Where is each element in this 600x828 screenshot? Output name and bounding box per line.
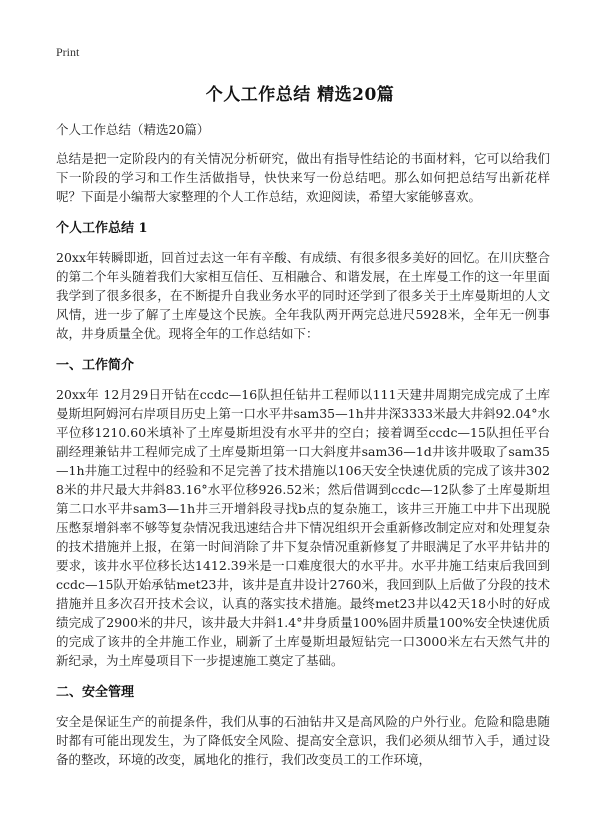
section-heading-work-intro: 一、工作简介 xyxy=(56,358,135,373)
section-heading-safety: 二、安全管理 xyxy=(56,685,135,700)
safety-paragraph: 安全是保证生产的前提条件，我们从事的石油钻井又是高风险的户外行业。危险和隐患随时都有可能出现发生，为了降低安全风险、提高安全意识，我们必须从细节入手，通过设备的整改，环境的改变，属地化的推行，我们改变员工的工作环境， xyxy=(56,714,550,767)
work-intro-paragraph: 20xx年 12月29日开钻在ccdc—16队担任钻井工程师以111天建井周期完成完成了土库曼斯坦阿姆河右岸项目历史上第一口水平井sam35—1h井井深3333米最大井斜92.04°水平位移1210.60米填补了土库曼斯坦没有水平井的空白；接着调至ccdc—15队担任平台副经理兼钻井工程师完成了土库曼斯坦第一口大斜度井sam36—1d井该井吸取了sam35—1h井施工过程中的经验和不足完善了技术措施以106天安全快速优质的完成了该井3028米的井尺最大井斜83.16°水平位移926.52米；然后借调到ccdc—12队参了土库曼斯坦第二口水平井sam3—1h井三开增斜段寻找b点的复杂施工，该井三开施工中井下出现脱压憋泵增斜率不够等复杂情况我迅速结合井下情况组织开会重新修改制定应对和处理复杂的技术措施并上报，在第一时间消除了井下复杂情况重新修复了井眼满足了水平井钻井的要求，该井水平位移长达1412.39米是一口难度很大的水平井。水平井施工结束后我回到ccdc—15队开始承钻met23井，该井是直井设计2760米，我回到队上后做了分段的技术措施并且多次召开技术会议，认真的落实技术措施。最终met23井以42天18小时的好成绩完成了2900米的井尺，该井最大井斜1.4°井身质量100%固井质量100%安全快速优质的完成了该井的全井施工作业，刷新了土库曼斯坦最短钻完一口3000米左右天然气井的新纪录，为土库曼项目下一步提速施工奠定了基础。 xyxy=(56,387,550,668)
article-subtitle: 个人工作总结（精选20篇） xyxy=(56,122,210,137)
summary-1-paragraph: 20xx年转瞬即逝，回首过去这一年有辛酸、有成绩、有很多很多美好的回忆。在川庆整合的第二个年头随着我们大家相互信任、互相融合、和谐发展，在土库曼工作的这一年里面我学到了很多很多，在不断提升自我业务水平的同时还学到了很多关于土库曼斯坦的人文风情，进一步了解了土库曼这个民族。全年我队两开两完总进尺5928米，全年无一例事故，井身质量全优。现将全年的工作总结如下： xyxy=(56,250,550,341)
print-link[interactable]: Print xyxy=(56,45,80,59)
page-title: 个人工作总结 精选20篇 xyxy=(205,85,395,105)
section-heading-summary-1: 个人工作总结 1 xyxy=(56,221,148,236)
article-body xyxy=(56,120,550,782)
intro-paragraph: 总结是把一定阶段内的有关情况分析研究，做出有指导性结论的书面材料，它可以给我们下一阶段的学习和工作生活做指导，快快来写一份总结吧。那么如何把总结写出新花样呢？下面是小编帮大家整理的个人工作总结，欢迎阅读，希望大家能够喜欢。 xyxy=(56,151,550,204)
